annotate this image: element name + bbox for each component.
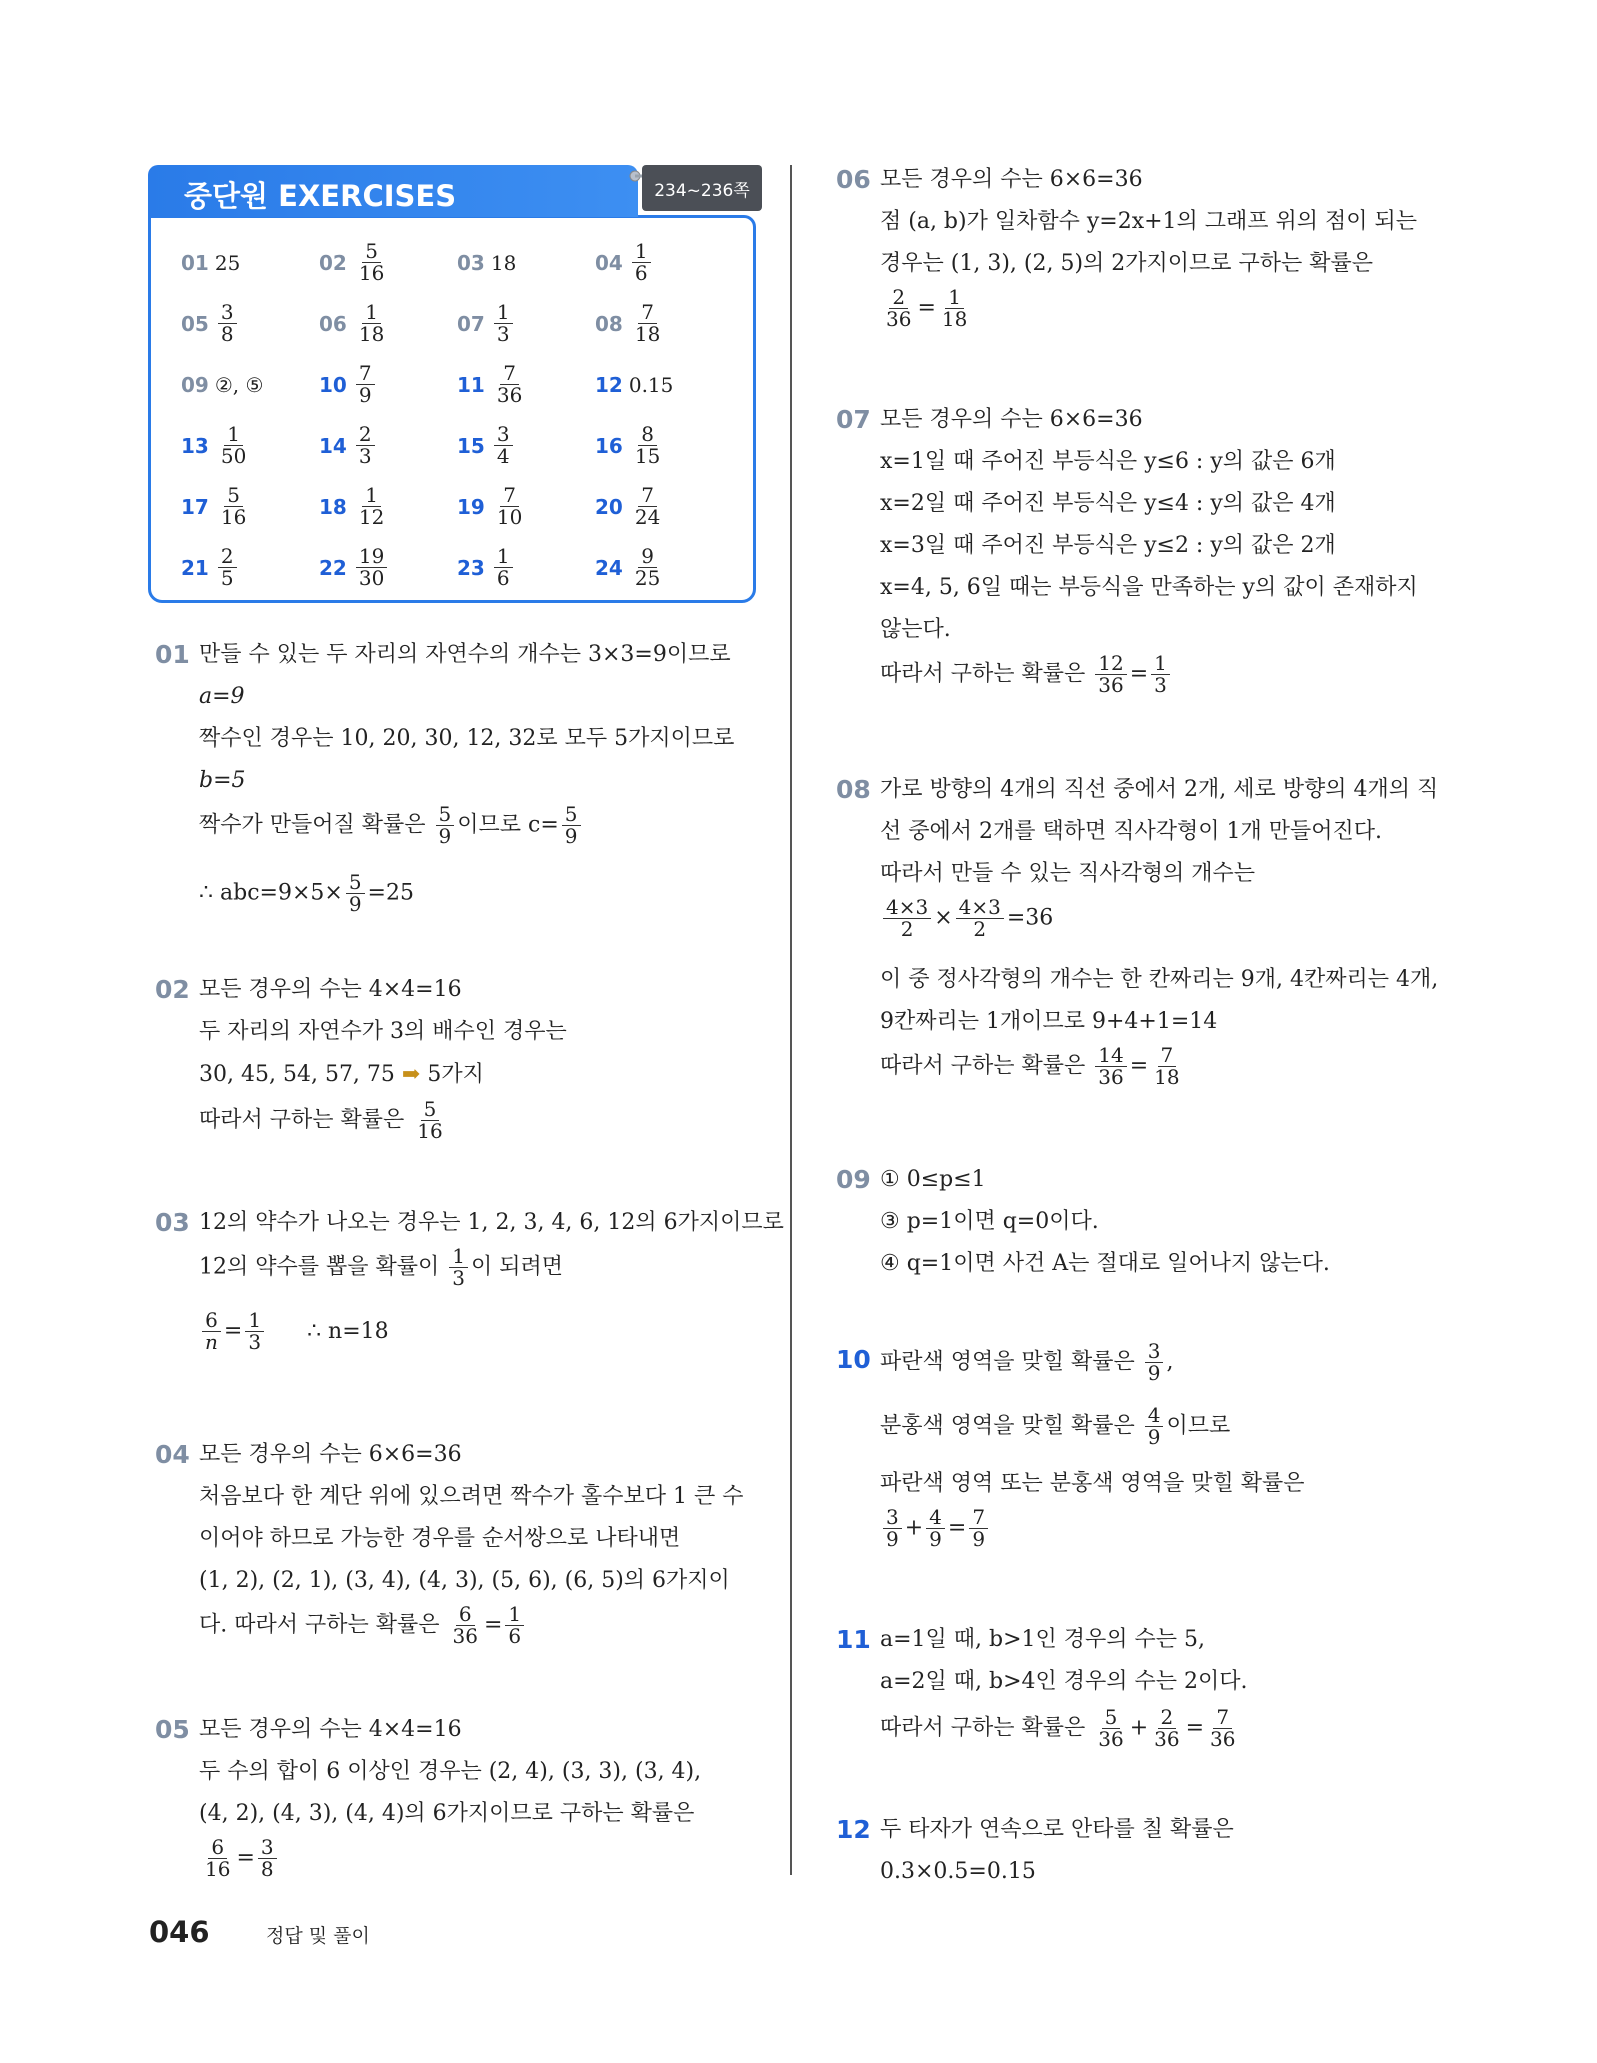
- problem-number: 09: [836, 1165, 871, 1194]
- denominator: 36: [1210, 1727, 1236, 1751]
- text-line: 두 수의 합이 6 이상인 경우는 (2, 4), (3, 3), (3, 4),: [199, 1759, 702, 1784]
- text-line: [880, 1341, 1173, 1384]
- fraction: [939, 287, 970, 330]
- fraction: [1095, 653, 1126, 696]
- denominator: 8: [220, 322, 234, 346]
- times: ×: [934, 905, 953, 931]
- fraction: [494, 546, 513, 589]
- numerator: 5: [362, 241, 381, 263]
- denominator: 6: [508, 1624, 522, 1648]
- fraction: [218, 424, 249, 467]
- answer-item: [595, 476, 733, 537]
- answer-number: 13: [181, 433, 209, 458]
- numerator: 5: [436, 804, 455, 826]
- denominator: 15: [634, 444, 661, 468]
- fraction: [956, 897, 1004, 940]
- numerator: 6: [208, 1837, 227, 1859]
- answer-value: 0.15: [628, 372, 674, 397]
- answer-item: [595, 232, 733, 293]
- answer-number: 18: [319, 494, 347, 519]
- answer-number: 01: [181, 250, 209, 275]
- denominator: 12: [358, 505, 385, 529]
- text-line: 따라서 구하는 확률은 $\frac{14}{36}$ = $\frac{7}{18}$: [880, 1045, 1186, 1088]
- text: 분홍색 영역을 맞힐 확률은: [880, 1413, 1142, 1439]
- numerator: 2: [218, 546, 237, 568]
- text-line: x=3일 때 주어진 부등식은 y≤2 : y의 값은 2개: [880, 533, 1336, 558]
- text-line: [199, 872, 414, 915]
- numerator: 3: [1145, 1341, 1164, 1363]
- denominator: 24: [634, 505, 661, 529]
- fraction: [218, 485, 249, 528]
- denominator: 9: [438, 824, 452, 848]
- denominator: 3: [496, 322, 510, 346]
- fraction: [356, 363, 375, 406]
- text: 이므로: [1166, 1413, 1231, 1439]
- answer-number: 09: [181, 372, 209, 397]
- answer-number: 04: [595, 250, 623, 275]
- denominator: 9: [348, 892, 362, 916]
- answer-item: [457, 293, 595, 354]
- answer-value: ②, ⑤: [214, 372, 264, 397]
- numerator: 1: [945, 287, 964, 309]
- answer-number: 17: [181, 494, 209, 519]
- problem-number: 08: [836, 775, 871, 804]
- text-line: $\frac{6}{16}$ = $\frac{3}{8}$: [199, 1837, 280, 1880]
- denominator: 36: [1098, 1065, 1124, 1089]
- problem-number: 01: [155, 640, 190, 669]
- denominator: 36: [886, 307, 912, 331]
- denominator: 2: [900, 917, 914, 941]
- text: 다. 따라서 구하는 확률은: [199, 1612, 447, 1638]
- denominator: n: [205, 1330, 218, 1354]
- fraction: [1207, 1707, 1238, 1750]
- fraction: [1151, 1707, 1182, 1750]
- footer-label: 정답 및 풀이: [266, 1925, 370, 1947]
- equals: =: [223, 1318, 243, 1344]
- fraction: [202, 1310, 221, 1353]
- numerator: 3: [218, 302, 237, 324]
- text-line: [199, 1310, 389, 1353]
- fraction: [356, 302, 387, 345]
- numerator: 7: [638, 302, 657, 324]
- text-line: x=2일 때 주어진 부등식은 y≤4 : y의 값은 4개: [880, 491, 1336, 516]
- denominator: 3: [1154, 673, 1167, 697]
- denominator: 18: [941, 307, 968, 331]
- answer-number: 11: [457, 372, 485, 397]
- numerator: 3: [258, 1837, 277, 1859]
- numerator: 1: [449, 1246, 468, 1268]
- denominator: 18: [358, 322, 385, 346]
- numerator: 7: [1213, 1707, 1232, 1729]
- text-line: ③ p=1이면 q=0이다.: [880, 1209, 1099, 1234]
- answer-item: [319, 293, 457, 354]
- text: 따라서 구하는 확률은: [880, 661, 1093, 687]
- numerator: 2: [889, 287, 908, 309]
- column-divider: [790, 165, 792, 1875]
- text: =36: [1006, 905, 1054, 931]
- text-line: $\frac{2}{36}$ = $\frac{1}{18}$: [880, 287, 973, 330]
- problem-number: 04: [155, 1440, 190, 1469]
- text-line: ① 0≤p≤1: [880, 1167, 986, 1192]
- answer-number: 15: [457, 433, 485, 458]
- answer-item: [181, 476, 319, 537]
- text-line: 다. 따라서 구하는 확률은 $\frac{6}{36}$ = $\frac{1}{6}$: [199, 1604, 527, 1647]
- text: 따라서 구하는 확률은: [880, 1053, 1093, 1079]
- text-line: 모든 경우의 수는 4×4=16: [199, 1717, 462, 1742]
- text-line: a=2일 때, b>4인 경우의 수는 2이다.: [880, 1669, 1248, 1694]
- text: 이 되려면: [470, 1254, 563, 1280]
- fraction: [1095, 1707, 1126, 1750]
- denominator: 9: [1147, 1425, 1161, 1449]
- answer-number: 10: [319, 372, 347, 397]
- problem-number: 10: [836, 1345, 871, 1374]
- numerator: 5: [224, 485, 243, 507]
- denominator: 9: [1147, 1361, 1161, 1385]
- denominator: 9: [886, 1527, 899, 1551]
- fraction: [356, 546, 387, 589]
- numerator: 1: [632, 241, 651, 263]
- numerator: 1: [245, 1310, 264, 1332]
- fraction: [883, 897, 931, 940]
- fraction: [632, 485, 663, 528]
- denominator: 36: [496, 383, 523, 407]
- fraction: [494, 363, 525, 406]
- problem-number: 07: [836, 405, 871, 434]
- section-title: 중단원 EXERCISES: [184, 179, 457, 213]
- answer-number: 08: [595, 311, 623, 336]
- text: 따라서 구하는 확률은: [199, 1107, 412, 1133]
- answer-item: [595, 354, 733, 415]
- problem-number: 03: [155, 1208, 190, 1237]
- text: 짝수가 만들어질 확률은: [199, 812, 433, 838]
- answer-item: [181, 537, 319, 598]
- answer-number: 07: [457, 311, 485, 336]
- plus: +: [1129, 1715, 1149, 1741]
- denominator: 9: [929, 1527, 942, 1551]
- fraction: [1151, 1045, 1182, 1088]
- fraction: [1095, 1045, 1126, 1088]
- numerator: 1: [505, 1604, 524, 1626]
- text: 12의 약수를 뽑을 확률이: [199, 1254, 447, 1280]
- text-line: 두 자리의 자연수가 3의 배수인 경우는: [199, 1019, 567, 1044]
- answer-item: [457, 415, 595, 476]
- text-line: 않는다.: [880, 617, 951, 642]
- text-line: 따라서 만들 수 있는 직사각형의 개수는: [880, 861, 1255, 886]
- numerator: 1: [494, 546, 513, 568]
- text-line: 경우는 (1, 3), (2, 5)의 2가지이므로 구하는 확률은: [880, 251, 1374, 276]
- numerator: 6: [202, 1310, 221, 1332]
- numerator: 3: [494, 424, 513, 446]
- numerator: 2: [356, 424, 375, 446]
- denominator: 16: [220, 505, 247, 529]
- fraction: [883, 287, 914, 330]
- fraction: [218, 546, 237, 589]
- numerator: 1: [494, 302, 513, 324]
- answer-number: 19: [457, 494, 485, 519]
- denominator: 4: [496, 444, 510, 468]
- answer-number: 20: [595, 494, 623, 519]
- fraction: [202, 1837, 233, 1880]
- denominator: 36: [1098, 673, 1124, 697]
- numerator: 7: [1158, 1045, 1177, 1067]
- answer-item: [181, 293, 319, 354]
- fraction: [356, 424, 375, 467]
- fraction: [632, 302, 663, 345]
- numerator: 7: [969, 1507, 988, 1529]
- text: 따라서 구하는 확률은: [880, 1715, 1093, 1741]
- denominator: 9: [564, 824, 578, 848]
- fraction: [969, 1507, 988, 1550]
- answer-item: [181, 354, 319, 415]
- answer-item: [595, 537, 733, 598]
- numerator: 1: [362, 485, 381, 507]
- fraction: [414, 1099, 445, 1142]
- text-line: 선 중에서 2개를 택하면 직사각형이 1개 만들어진다.: [880, 819, 1382, 844]
- fraction: [346, 872, 365, 915]
- answer-number: 03: [457, 250, 485, 275]
- page-range-tag: 234~236쪽: [642, 165, 762, 211]
- fraction: [218, 302, 237, 345]
- numerator: 7: [638, 485, 657, 507]
- text-line: 만들 수 있는 두 자리의 자연수의 개수는 3×3=9이므로: [199, 642, 731, 667]
- answer-number: 12: [595, 372, 623, 397]
- fraction: [258, 1837, 277, 1880]
- text: 이므로 c=: [457, 812, 559, 838]
- answer-item: [319, 232, 457, 293]
- problem-number: 12: [836, 1815, 871, 1844]
- text-line: ④ q=1이면 사건 A는 절대로 일어나지 않는다.: [880, 1251, 1330, 1276]
- fraction: [494, 485, 525, 528]
- answer-number: 14: [319, 433, 347, 458]
- text-line: 가로 방향의 4개의 직선 중에서 2개, 세로 방향의 4개의 직: [880, 777, 1439, 802]
- numerator: 5: [1102, 1707, 1121, 1729]
- text-line: 0.3×0.5=0.15: [880, 1859, 1036, 1884]
- text-line: [199, 1059, 484, 1090]
- text-line: 이어야 하므로 가능한 경우를 순서쌍으로 나타내면: [199, 1526, 681, 1551]
- fraction: [1151, 653, 1170, 696]
- denominator: 6: [496, 566, 510, 590]
- denominator: 16: [417, 1119, 443, 1143]
- denominator: 3: [452, 1266, 465, 1290]
- fraction: [883, 1507, 902, 1550]
- text-line: b=5: [199, 768, 246, 793]
- fraction: [1145, 1405, 1164, 1448]
- answer-number: 23: [457, 555, 485, 580]
- denominator: 2: [973, 917, 987, 941]
- denominator: 16: [205, 1857, 231, 1881]
- fraction: [356, 241, 387, 284]
- denominator: 18: [1154, 1065, 1180, 1089]
- text: ∴ n=18: [307, 1318, 389, 1344]
- text: ∴ abc=9×5×: [199, 880, 343, 906]
- numerator: 14: [1095, 1045, 1126, 1067]
- fraction: [505, 1604, 524, 1647]
- fraction: [632, 424, 663, 467]
- numerator: 1: [1151, 653, 1170, 675]
- answer-item: [181, 415, 319, 476]
- answer-value: 18: [490, 250, 517, 275]
- denominator: 30: [358, 566, 385, 590]
- text-line: 두 타자가 연속으로 안타를 칠 확률은: [880, 1817, 1234, 1842]
- fraction: [926, 1507, 945, 1550]
- plus: +: [904, 1515, 924, 1541]
- answer-item: [595, 293, 733, 354]
- answer-item: [319, 354, 457, 415]
- numerator: 6: [456, 1604, 475, 1626]
- text-line: (1, 2), (2, 1), (3, 4), (4, 3), (5, 6), (6, 5)의 6가지이: [199, 1568, 730, 1593]
- numerator: 7: [500, 485, 519, 507]
- exercises-answer-box: [148, 165, 762, 605]
- fraction: [436, 804, 455, 847]
- text-line: 12의 약수가 나오는 경우는 1, 2, 3, 4, 6, 12의 6가지이므로: [199, 1210, 784, 1235]
- answer-box-body: [148, 215, 756, 603]
- text: 30, 45, 54, 57, 75: [199, 1062, 402, 1087]
- text-line: x=4, 5, 6일 때는 부등식을 만족하는 y의 값이 존재하지: [880, 575, 1418, 600]
- text-line: 따라서 구하는 확률은 $\frac{5}{36}$ + $\frac{2}{36}$ = $\frac{7}{36}$: [880, 1707, 1241, 1750]
- numerator: 12: [1095, 653, 1126, 675]
- text-line: [880, 897, 1053, 940]
- denominator: 5: [220, 566, 234, 590]
- denominator: 10: [496, 505, 523, 529]
- denominator: 36: [1098, 1727, 1124, 1751]
- text-line: 9칸짜리는 1개이므로 9+4+1=14: [880, 1009, 1218, 1034]
- denominator: 36: [452, 1624, 478, 1648]
- denominator: 18: [634, 322, 661, 346]
- text-line: 처음보다 한 계단 위에 있으려면 짝수가 홀수보다 1 큰 수: [199, 1484, 744, 1509]
- fraction: [494, 424, 513, 467]
- text: ,: [1166, 1349, 1174, 1375]
- denominator: 16: [358, 261, 385, 285]
- fraction: [632, 241, 651, 284]
- answer-item: [595, 415, 733, 476]
- numerator: 7: [500, 363, 519, 385]
- numerator: 2: [1158, 1707, 1177, 1729]
- numerator: 4×3: [956, 897, 1004, 919]
- text-line: [880, 1405, 1230, 1448]
- text: 5가지: [420, 1062, 484, 1087]
- numerator: 7: [356, 363, 375, 385]
- arrow-right-icon: ➡: [401, 1061, 421, 1087]
- fraction: [494, 302, 513, 345]
- numerator: 4: [926, 1507, 945, 1529]
- answer-item: [181, 232, 319, 293]
- answer-item: [319, 415, 457, 476]
- fraction: [450, 1604, 481, 1647]
- denominator: 6: [634, 261, 648, 285]
- answer-number: 05: [181, 311, 209, 336]
- numerator: 1: [362, 302, 381, 324]
- numerator: 5: [421, 1099, 440, 1121]
- denominator: 3: [248, 1330, 262, 1354]
- denominator: 25: [634, 566, 661, 590]
- text-line: a=9: [199, 684, 245, 709]
- fraction: [632, 546, 663, 589]
- text-line: 이 중 정사각형의 개수는 한 칸짜리는 9개, 4칸짜리는 4개,: [880, 967, 1439, 992]
- text: =25: [367, 880, 414, 906]
- text-line: x=1일 때 주어진 부등식은 y≤6 : y의 값은 6개: [880, 449, 1336, 474]
- numerator: 4: [1145, 1405, 1164, 1427]
- text-line: [199, 1246, 563, 1289]
- answer-number: 16: [595, 433, 623, 458]
- answer-item: [457, 476, 595, 537]
- numerator: 8: [638, 424, 657, 446]
- problem-number: 05: [155, 1715, 190, 1744]
- answer-item: [457, 354, 595, 415]
- text-line: [199, 1099, 449, 1142]
- text-line: (4, 2), (4, 3), (4, 4)의 6가지이므로 구하는 확률은: [199, 1801, 695, 1826]
- denominator: 9: [972, 1527, 986, 1551]
- answer-number: 21: [181, 555, 209, 580]
- text-line: 점 (a, b)가 일차함수 y=2x+1의 그래프 위의 점이 되는: [880, 209, 1418, 234]
- answer-number: 24: [595, 555, 623, 580]
- denominator: 8: [260, 1857, 274, 1881]
- numerator: 3: [883, 1507, 902, 1529]
- numerator: 1: [224, 424, 243, 446]
- text: 파란색 영역을 맞힐 확률은: [880, 1349, 1142, 1375]
- text-line: 모든 경우의 수는 6×6=36: [880, 167, 1143, 192]
- fraction: [245, 1310, 264, 1353]
- answer-box-header: [148, 165, 638, 217]
- fraction: [1145, 1341, 1164, 1384]
- numerator: 5: [562, 804, 581, 826]
- fraction: [449, 1246, 468, 1289]
- numerator: 4×3: [883, 897, 931, 919]
- answer-item: [319, 537, 457, 598]
- fraction: [562, 804, 581, 847]
- denominator: 9: [358, 383, 372, 407]
- problem-number: 02: [155, 975, 190, 1004]
- answer-number: 02: [319, 250, 347, 275]
- answer-value: 25: [214, 250, 241, 275]
- text-line: 모든 경우의 수는 6×6=36: [880, 407, 1143, 432]
- answer-item: [457, 537, 595, 598]
- text-line: 짝수인 경우는 10, 20, 30, 12, 32로 모두 5가지이므로: [199, 726, 735, 751]
- text-line: $\frac{3}{9}$ + $\frac{4}{9}$ = $\frac{7}{9}$: [880, 1507, 991, 1550]
- answer-number: 22: [319, 555, 347, 580]
- numerator: 5: [346, 872, 365, 894]
- denominator: 50: [220, 444, 247, 468]
- answer-item: [457, 232, 595, 293]
- text-line: 모든 경우의 수는 4×4=16: [199, 977, 462, 1002]
- numerator: 9: [638, 546, 657, 568]
- denominator: 36: [1154, 1727, 1180, 1751]
- denominator: 3: [358, 444, 372, 468]
- problem-number: 06: [836, 165, 871, 194]
- text-line: a=1일 때, b>1인 경우의 수는 5,: [880, 1627, 1206, 1652]
- fraction: [356, 485, 387, 528]
- answer-item: [319, 476, 457, 537]
- text-line: [199, 804, 584, 847]
- text-line: 모든 경우의 수는 6×6=36: [199, 1442, 462, 1467]
- answer-number: 06: [319, 311, 347, 336]
- page-number: 046: [149, 1915, 210, 1949]
- text-line: 파란색 영역 또는 분홍색 영역을 맞힐 확률은: [880, 1471, 1305, 1496]
- numerator: 19: [356, 546, 387, 568]
- problem-number: 11: [836, 1625, 871, 1654]
- answer-grid: [181, 232, 733, 598]
- text-line: 따라서 구하는 확률은 $\frac{12}{36}$ = $\frac{1}{3}$: [880, 653, 1173, 696]
